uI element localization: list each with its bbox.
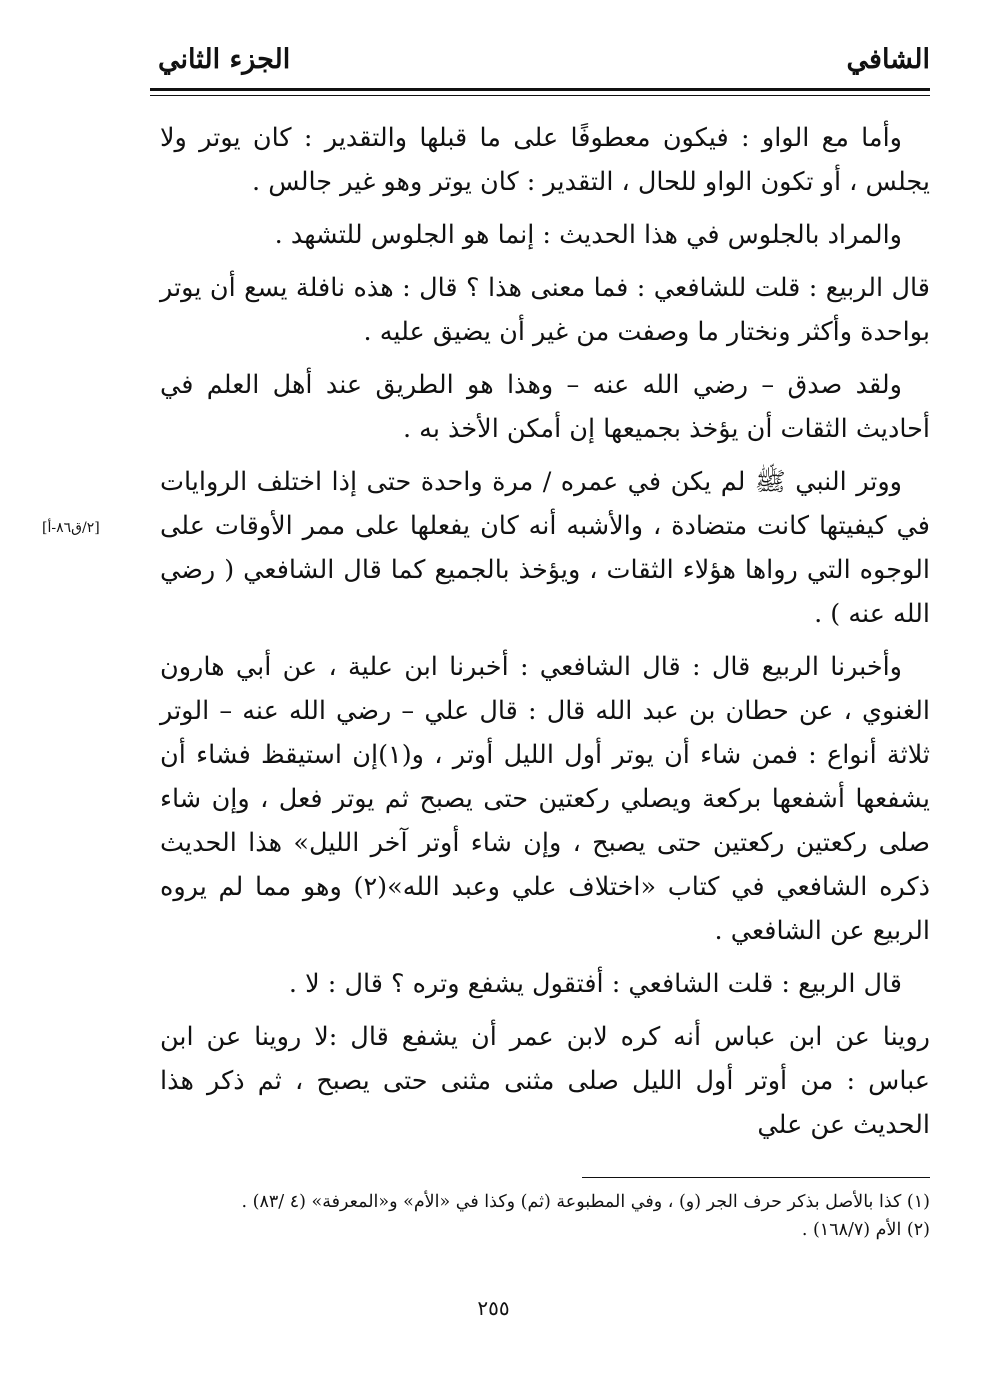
paragraph: روينا عن ابن عباس أنه كره لابن عمر أن يشفع قال :لا روينا عن ابن عباس : من أوتر أول الليل صلى مثنى مثنى حتى يصبح ، ثم ذكر هذا الحديث عن علي: [160, 1022, 930, 1140]
paragraph: قال الربيع : قلت للشافعي : فما معنى هذا ؟ قال : هذه نافلة يسع أن يوتر بواحدة وأكثر ونختار ما وصفت من غير أن يضيق عليه .: [160, 273, 930, 347]
paragraph: قال الربيع : قلت الشافعي : أفتقول يشفع وتره ؟ قال : لا .: [288, 969, 902, 999]
header-rule-thin: [150, 95, 930, 96]
manuscript-folio-reference: [٢/ق٨٦-أ]: [42, 520, 100, 536]
footnotes: [160, 1188, 930, 1244]
page-header: [150, 36, 930, 86]
footnote-2: (٢) الأم (١٦٨/٧) .: [801, 1220, 930, 1240]
paragraph: وأما مع الواو : فيكون معطوفًا على ما قبلها والتقدير : كان يوتر ولا يجلس ، أو تكون الواو للحال ، التقدير : كان يوتر وهو غير جالس .: [160, 123, 930, 197]
book-title: الشافي: [846, 44, 930, 75]
volume-title: الجزء الثاني: [158, 44, 291, 75]
header-rule-thick: [150, 88, 930, 91]
paragraph: ولقد صدق – رضي الله عنه – وهذا هو الطريق عند أهل العلم في أحاديث الثقات أن يؤخذ بجميعها إن أمكن الأخذ به .: [160, 370, 930, 444]
footnote-1: (١) كذا بالأصل بذكر حرف الجر (و) ، وفي المطبوعة (ثم) وكذا في «الأم» و«المعرفة» (٤ /٨٣) .: [241, 1192, 930, 1212]
main-text: [160, 116, 930, 1156]
page-number: ٢٥٥: [477, 1296, 510, 1320]
paragraph: والمراد بالجلوس في هذا الحديث : إنما هو الجلوس للتشهد .: [274, 220, 902, 250]
paragraph: ووتر النبي ﷺ لم يكن في عمره / مرة واحدة حتى إذا اختلف الروايات في كيفيتها كانت متضادة ، والأشبه أنه كان يفعلها على ممر الأوقات على الوجوه التي رواها هؤلاء الثقات ، ويؤخذ بالجميع كما قال الشافعي ( رضي الله عنه ) .: [160, 467, 930, 629]
footnote-separator: [582, 1177, 930, 1178]
paragraph: وأخبرنا الربيع قال : قال الشافعي : أخبرنا ابن علية ، عن أبي هارون الغنوي ، عن حطان بن عبد الله قال : قال علي – رضي الله عنه – الوتر ثلاثة أنواع : فمن شاء أن يوتر أول الليل أوتر ، و(١)إن استيقظ فشاء أن يشفعها أشفعها بركعة ويصلي ركعتين حتى يصبح ثم يوتر فعل ، وإن شاء صلى ركعتين ركعتين حتى يصبح ، وإن شاء أوتر آخر الليل» هذا الحديث ذكره الشافعي في كتاب «اختلاف علي وعبد الله»(٢) وهو مما لم يروه الربيع عن الشافعي .: [160, 652, 931, 946]
